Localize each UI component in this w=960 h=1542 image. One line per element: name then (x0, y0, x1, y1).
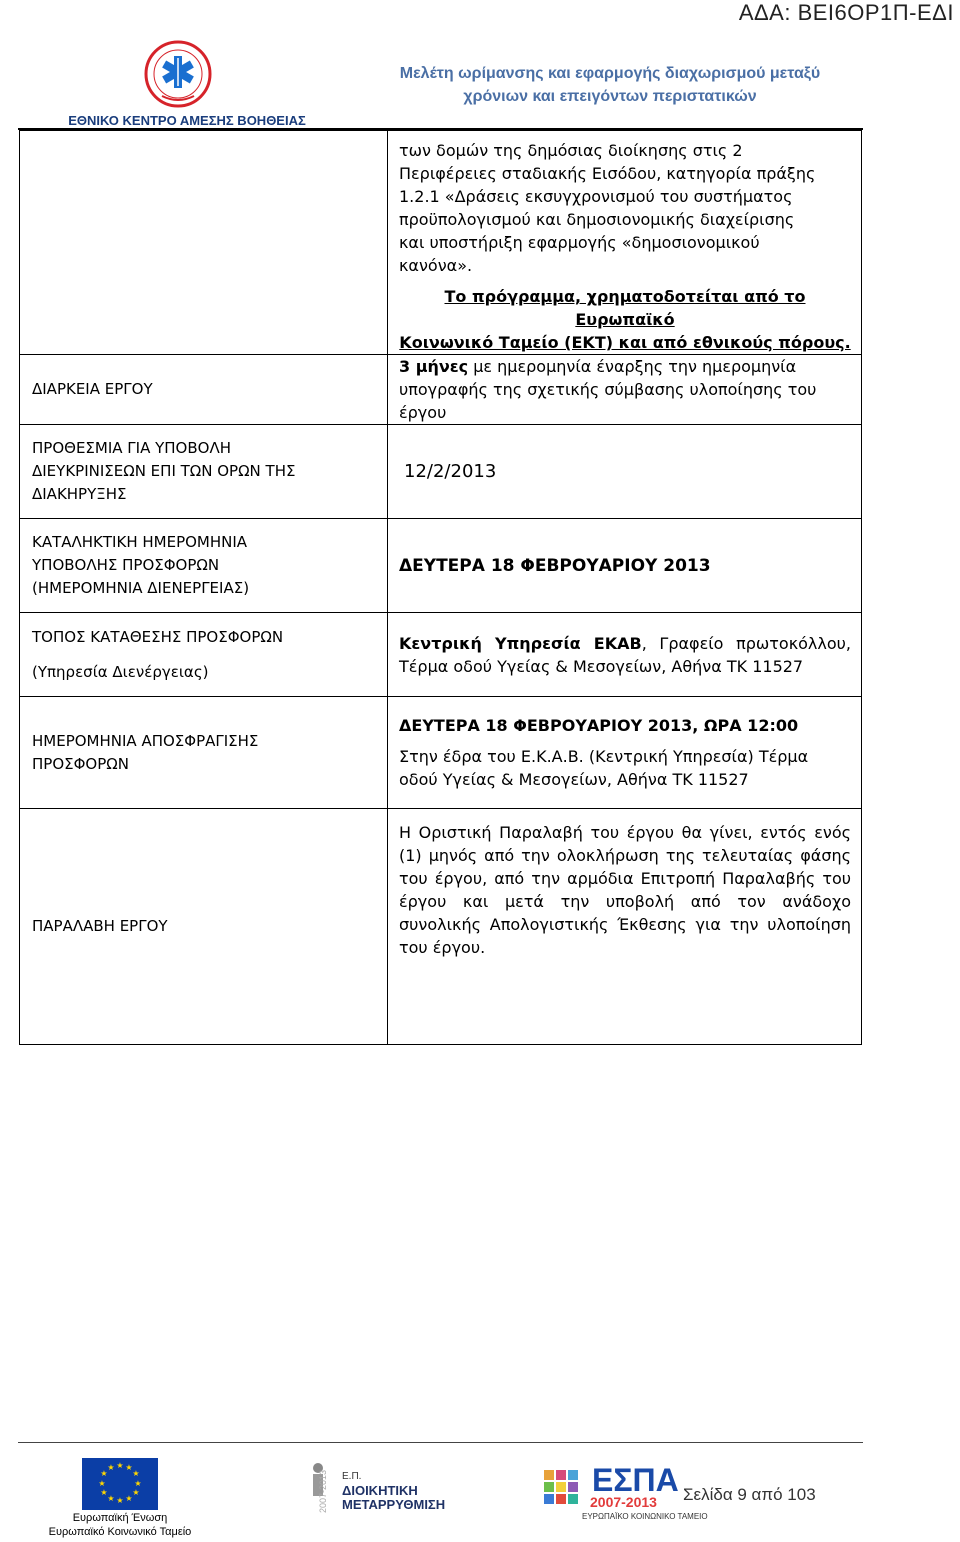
table-row-opening (20, 697, 862, 809)
intro-text: των δομών της δημόσιας διοίκησης στις 2 Περιφέρειες σταδιακής Εισόδου, κατηγορία πράξης 1.2.1 «Δράσεις εκσυγχρονισμού του συστήματος προϋπολογισμού και δημοσιονομικής διαχείρισης και υποστήριξη εφαρμογής «δημοσιονομικού κανόνα». (399, 141, 816, 275)
duration-label: ΔΙΑΡΚΕΙΑ ΕΡΓΟΥ (20, 355, 388, 425)
table-row-duration (20, 355, 862, 425)
table-row-receipt (20, 809, 862, 1045)
opening-location: Στην έδρα του Ε.Κ.Α.Β. (Κεντρική Υπηρεσία) Τέρμα οδού Υγείας & Μεσογείων, Αθήνα ΤΚ 11527 (399, 747, 809, 789)
intro-label-cell (20, 131, 388, 355)
place-label-line-1: ΤΟΠΟΣ ΚΑΤΑΘΕΣΗΣ ΠΡΟΣΦΟΡΩΝ (32, 627, 284, 646)
receipt-value: Η Οριστική Παραλαβή του έργου θα γίνει, εντός ενός (1) μηνός από την ολοκλήρωση της τελευταίας φάσης του έργου, από την αρμόδια Επιτροπή Παραλαβής του έργου και μετά την υποβολή από τον ανάδοχο συνολικής Απολογιστικής Έκθεσης για την υλοποίηση του έργου. (388, 809, 862, 1045)
table-row-clarifications (20, 425, 862, 519)
place-label (20, 613, 388, 697)
receipt-label: ΠΑΡΑΛΑΒΗ ΕΡΓΟΥ (20, 809, 388, 1045)
clarifications-label (20, 425, 388, 519)
svg-text:★: ★ (132, 1488, 140, 1497)
espa-word: ΕΣΠΑ (592, 1462, 679, 1498)
deadline-value (388, 519, 862, 613)
svg-text:★: ★ (107, 1463, 115, 1472)
intro-value-cell (388, 131, 862, 355)
opening-label-line-1: ΗΜΕΡΟΜΗΝΙΑ ΑΠΟΣΦΡΑΓΙΣΗΣ (32, 731, 259, 750)
opening-value (388, 697, 862, 809)
page-number: Σελίδα 9 από 103 (683, 1485, 816, 1504)
table-row-deadline (20, 519, 862, 613)
header-title-line-1: Μελέτη ωρίμανσης και εφαρμογής διαχωρισμού μεταξύ (399, 65, 821, 82)
star-of-life-icon (140, 40, 216, 112)
place-label-line-2: (Υπηρεσία Διενέργειας) (32, 662, 209, 681)
footer-divider (18, 1442, 863, 1443)
place-value-bold: Κεντρική Υπηρεσία ΕΚΑΒ (399, 633, 642, 653)
svg-text:★: ★ (100, 1488, 108, 1497)
document-header-title (360, 62, 860, 108)
dm-line-1: ΔΙΟΙΚΗΤΙΚΗ (342, 1483, 418, 1498)
duration-rest: με ημερομηνία έναρξης την ημερομηνία υπογραφής της σχετικής σύμβασης υλοποίησης του έργου (399, 357, 817, 422)
eu-caption-line-2: Ευρωπαϊκό Κοινωνικό Ταμείο (48, 1526, 192, 1538)
opening-label (20, 697, 388, 809)
clarif-label-line-3: ΔΙΑΚΗΡΥΞΗΣ (32, 485, 127, 503)
duration-bold: 3 μήνες (399, 357, 469, 376)
eu-caption (35, 1511, 205, 1539)
svg-text:★: ★ (98, 1479, 106, 1488)
clarifications-value (388, 425, 862, 519)
svg-text:★: ★ (132, 1469, 140, 1478)
svg-text:★: ★ (116, 1461, 124, 1470)
svg-text:★: ★ (134, 1479, 142, 1488)
table-row-intro (20, 131, 862, 355)
funding-note (399, 285, 851, 354)
opening-datetime: ΔΕΥΤΕΡΑ 18 ΦΕΒΡΟΥΑΡΙΟΥ 2013, ΩΡΑ 12:00 (399, 716, 799, 735)
ekab-logo (62, 40, 312, 135)
logo-caption: ΕΘΝΙΚΟ ΚΕΝΤΡΟ ΑΜΕΣΗΣ ΒΟΗΘΕΙΑΣ (68, 113, 306, 128)
eu-caption-line-1: Ευρωπαϊκή Ένωση (72, 1512, 168, 1524)
deadline-date: ΔΕΥΤΕΡΑ 18 ΦΕΒΡΟΥΑΡΙΟΥ 2013 (399, 555, 711, 576)
deadline-label-line-3: (ΗΜΕΡΟΜΗΝΙΑ ΔΙΕΝΕΡΓΕΙΑΣ) (32, 579, 250, 597)
dm-small: Ε.Π. (342, 1471, 362, 1482)
svg-text:★: ★ (125, 1463, 133, 1472)
eu-flag-icon (82, 1458, 158, 1510)
deadline-label (20, 519, 388, 613)
funding-line-1: Το πρόγραμμα, χρηματοδοτείται από το Ευρωπαϊκό (444, 287, 806, 329)
opening-label-line-2: ΠΡΟΣΦΟΡΩΝ (32, 754, 129, 773)
duration-value (388, 355, 862, 425)
dm-line-2: ΜΕΤΑΡΡΥΘΜΙΣΗ (342, 1497, 446, 1512)
header-title-line-2: χρόνιων και επειγόντων περιστατικών (463, 88, 757, 105)
table-row-place (20, 613, 862, 697)
deadline-label-line-1: ΚΑΤΑΛΗΚΤΙΚΗ ΗΜΕΡΟΜΗΝΙΑ (32, 533, 248, 551)
clarif-label-line-1: ΠΡΟΘΕΣΜΙΑ ΓΙΑ ΥΠΟΒΟΛΗ (32, 439, 231, 457)
ada-code: ΑΔΑ: ΒΕΙ6ΟΡ1Π-ΕΔΙ (738, 0, 954, 25)
administrative-reform-label (342, 1470, 445, 1512)
clarif-date: 12/2/2013 (404, 461, 497, 482)
dm-years: 2007-2013 (318, 1470, 328, 1514)
svg-text:★: ★ (100, 1469, 108, 1478)
espa-subtitle: ΕΥΡΩΠΑΪΚΟ ΚΟΙΝΩΝΙΚΟ ΤΑΜΕΙΟ (582, 1512, 708, 1521)
clarif-label-line-2: ΔΙΕΥΚΡΙΝΙΣΕΩΝ ΕΠΙ ΤΩΝ ΟΡΩΝ ΤΗΣ (32, 462, 296, 480)
svg-text:★: ★ (107, 1494, 115, 1503)
funding-line-2: Κοινωνικό Ταμείο (ΕΚΤ) και από εθνικούς πόρους. (399, 333, 851, 352)
place-value (388, 613, 862, 697)
espa-years: 2007-2013 (590, 1494, 657, 1510)
svg-text:★: ★ (125, 1494, 133, 1503)
deadline-label-line-2: ΥΠΟΒΟΛΗΣ ΠΡΟΣΦΟΡΩΝ (32, 556, 220, 574)
svg-text:★: ★ (116, 1496, 124, 1505)
tender-info-table (19, 130, 862, 1045)
place-value-rest: , Γραφείο πρωτοκόλλου, Τέρμα οδού Υγείας & Μεσογείων, Αθήνα ΤΚ 11527 (399, 633, 851, 676)
